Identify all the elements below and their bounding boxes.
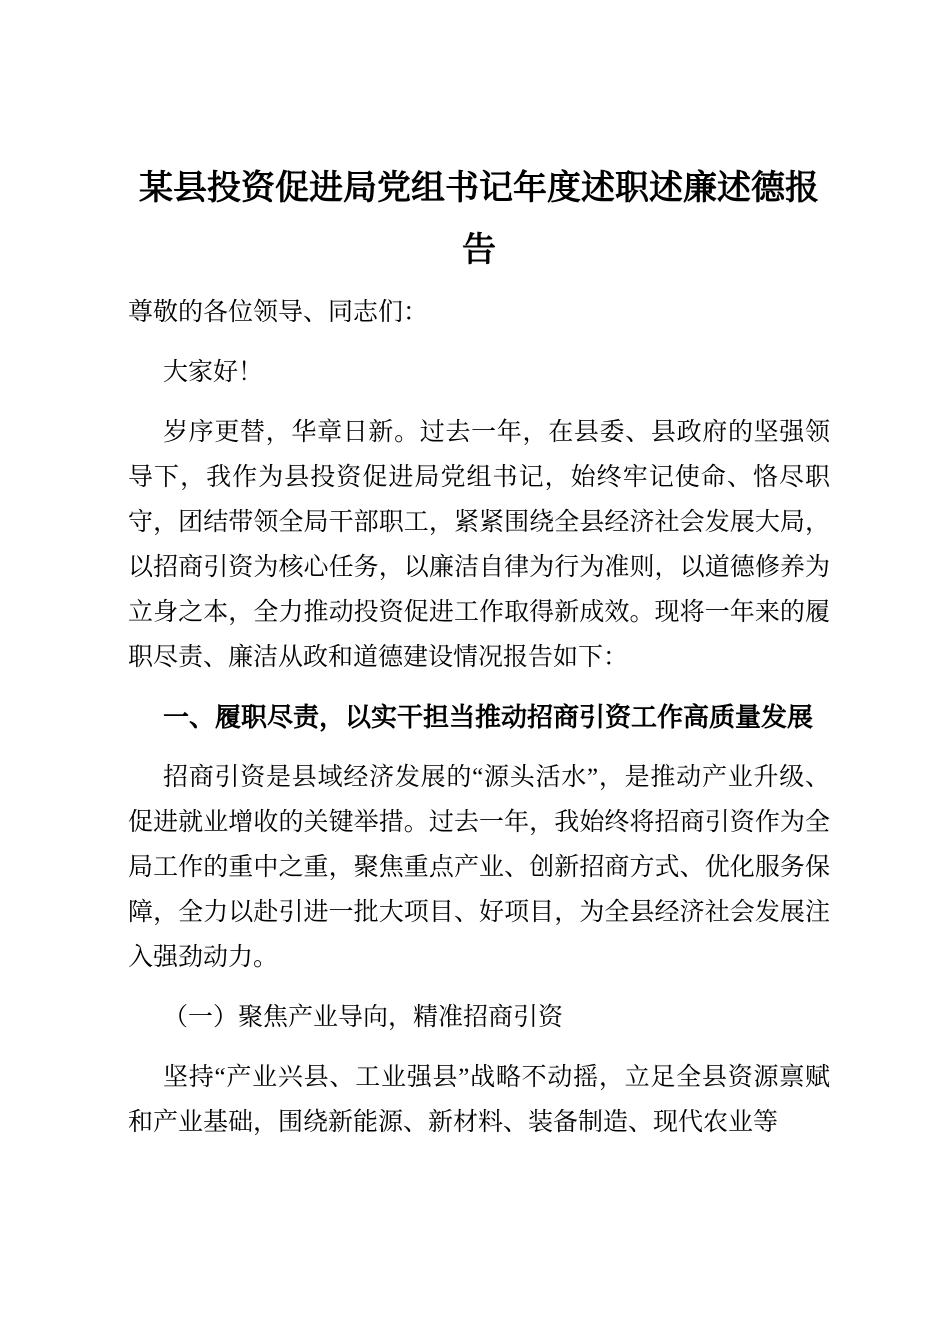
intro-paragraph: 岁序更替，华章日新。过去一年，在县委、县政府的坚强领导下，我作为县投资促进局党组书记，始终牢记使命、恪尽职守，团结带领全局干部职工，紧紧围绕全县经济社会发展大局，以招商引资为核心任务，以廉洁自律为行为准则，以道德修养为立身之本，全力推动投资促进工作取得新成效。现将一年来的履职尽责、廉洁从政和道德建设情况报告如下： — [128, 419, 830, 671]
section-heading-1: 一、履职尽责，以实干担当推动招商引资工作高质量发展 — [163, 702, 814, 732]
subsection-heading-1-1: （一）聚焦产业导向，精准招商引资 — [163, 1004, 564, 1031]
section-1-lead-paragraph: 招商引资是县域经济发展的“源头活水”，是推动产业升级、促进就业增收的关键举措。过去一年，我始终将招商引资作为全局工作的重中之重，聚焦重点产业、创新招商方式、优化服务保障，全力以赴引进一批大项目、好项目，为全县经济社会发展注入强劲动力。 — [128, 764, 830, 971]
salutation-line: 尊敬的各位领导、同志们： — [128, 299, 429, 326]
subsection-1-1-paragraph: 坚持“产业兴县、工业强县”战略不动摇，立足全县资源禀赋和产业基础，围绕新能源、新材料、装备制造、现代农业等 — [128, 1064, 830, 1136]
document-title: 某县投资促进局党组书记年度述职述廉述德报告 — [139, 170, 819, 269]
greeting-paragraph: 大家好！ — [163, 359, 264, 386]
